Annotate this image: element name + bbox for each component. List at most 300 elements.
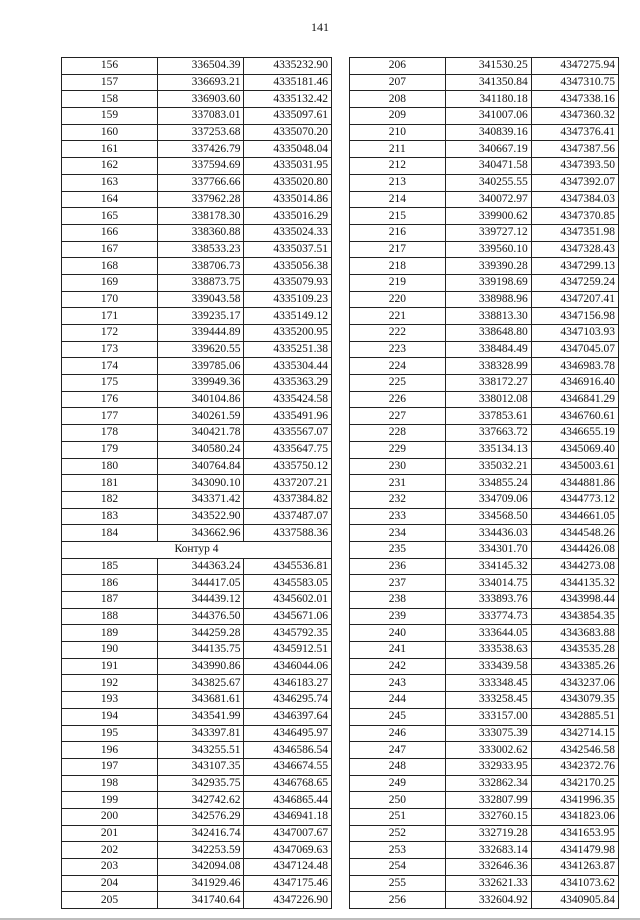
- table-row: [350, 325, 619, 342]
- table-row: [350, 241, 619, 258]
- x-coordinate-cell: 343371.42: [158, 491, 244, 508]
- y-coordinate-cell: 4343998.44: [531, 592, 618, 609]
- y-coordinate-cell: 4346841.29: [531, 391, 618, 408]
- table-row: [62, 108, 332, 125]
- contour-caption-row: [62, 541, 332, 558]
- point-number-cell: 233: [350, 508, 446, 525]
- x-coordinate-cell: 341180.18: [445, 91, 531, 108]
- x-coordinate-cell: 332621.33: [445, 875, 531, 892]
- table-row: [62, 708, 332, 725]
- table-row: [350, 642, 619, 659]
- table-row: [62, 892, 332, 909]
- point-number-cell: 249: [350, 775, 446, 792]
- y-coordinate-cell: 4341823.06: [531, 808, 618, 825]
- y-coordinate-cell: 4346674.55: [244, 758, 332, 775]
- point-number-cell: 192: [62, 675, 158, 692]
- x-coordinate-cell: 340104.86: [158, 391, 244, 408]
- point-number-cell: 191: [62, 658, 158, 675]
- y-coordinate-cell: 4347045.07: [531, 341, 618, 358]
- point-number-cell: 232: [350, 491, 446, 508]
- point-number-cell: 250: [350, 792, 446, 809]
- y-coordinate-cell: 4335079.93: [244, 274, 332, 291]
- point-number-cell: 190: [62, 642, 158, 659]
- point-number-cell: 216: [350, 224, 446, 241]
- point-number-cell: 203: [62, 859, 158, 876]
- y-coordinate-cell: 4346865.44: [244, 792, 332, 809]
- table-row: [62, 341, 332, 358]
- y-coordinate-cell: 4335097.61: [244, 108, 332, 125]
- y-coordinate-cell: 4345602.01: [244, 592, 332, 609]
- x-coordinate-cell: 333157.00: [445, 708, 531, 725]
- y-coordinate-cell: 4342372.76: [531, 758, 618, 775]
- point-number-cell: 206: [350, 58, 446, 75]
- y-coordinate-cell: 4344273.08: [531, 558, 618, 575]
- point-number-cell: 178: [62, 425, 158, 442]
- x-coordinate-cell: 337766.66: [158, 174, 244, 191]
- point-number-cell: 176: [62, 391, 158, 408]
- table-row: [350, 708, 619, 725]
- point-number-cell: 172: [62, 325, 158, 342]
- x-coordinate-cell: 337853.61: [445, 408, 531, 425]
- x-coordinate-cell: 339390.28: [445, 258, 531, 275]
- x-coordinate-cell: 338484.49: [445, 341, 531, 358]
- point-number-cell: 180: [62, 458, 158, 475]
- x-coordinate-cell: 344363.24: [158, 558, 244, 575]
- point-number-cell: 161: [62, 141, 158, 158]
- table-row: [62, 375, 332, 392]
- point-number-cell: 193: [62, 692, 158, 709]
- x-coordinate-cell: 343397.81: [158, 725, 244, 742]
- table-row: [62, 475, 332, 492]
- x-coordinate-cell: 343825.67: [158, 675, 244, 692]
- y-coordinate-cell: 4347175.46: [244, 875, 332, 892]
- table-row: [62, 174, 332, 191]
- x-coordinate-cell: 332760.15: [445, 808, 531, 825]
- point-number-cell: 235: [350, 541, 446, 558]
- point-number-cell: 185: [62, 558, 158, 575]
- point-number-cell: 163: [62, 174, 158, 191]
- point-number-cell: 195: [62, 725, 158, 742]
- y-coordinate-cell: 4337207.21: [244, 475, 332, 492]
- x-coordinate-cell: 338648.80: [445, 325, 531, 342]
- point-number-cell: 229: [350, 441, 446, 458]
- x-coordinate-cell: 337663.72: [445, 425, 531, 442]
- table-row: [350, 625, 619, 642]
- point-number-cell: 215: [350, 208, 446, 225]
- table-row: [350, 341, 619, 358]
- y-coordinate-cell: 4335016.29: [244, 208, 332, 225]
- y-coordinate-cell: 4347393.50: [531, 158, 618, 175]
- y-coordinate-cell: 4341996.35: [531, 792, 618, 809]
- x-coordinate-cell: 337083.01: [158, 108, 244, 125]
- x-coordinate-cell: 334709.06: [445, 491, 531, 508]
- x-coordinate-cell: 341740.64: [158, 892, 244, 909]
- x-coordinate-cell: 338360.88: [158, 224, 244, 241]
- y-coordinate-cell: 4344548.26: [531, 525, 618, 542]
- y-coordinate-cell: 4347007.67: [244, 825, 332, 842]
- x-coordinate-cell: 335134.13: [445, 441, 531, 458]
- coordinates-table-right: [349, 57, 619, 909]
- table-row: [350, 575, 619, 592]
- x-coordinate-cell: 339785.06: [158, 358, 244, 375]
- point-number-cell: 243: [350, 675, 446, 692]
- point-number-cell: 222: [350, 325, 446, 342]
- x-coordinate-cell: 338178.30: [158, 208, 244, 225]
- point-number-cell: 256: [350, 892, 446, 909]
- point-number-cell: 173: [62, 341, 158, 358]
- x-coordinate-cell: 339560.10: [445, 241, 531, 258]
- table-row: [62, 592, 332, 609]
- x-coordinate-cell: 332719.28: [445, 825, 531, 842]
- table-row: [62, 224, 332, 241]
- table-row: [62, 859, 332, 876]
- point-number-cell: 207: [350, 74, 446, 91]
- y-coordinate-cell: 4335647.75: [244, 441, 332, 458]
- point-number-cell: 214: [350, 191, 446, 208]
- table-row: [62, 258, 332, 275]
- y-coordinate-cell: 4347156.98: [531, 308, 618, 325]
- y-coordinate-cell: 4335567.07: [244, 425, 332, 442]
- page-number: 141: [311, 20, 329, 34]
- x-coordinate-cell: 343522.90: [158, 508, 244, 525]
- y-coordinate-cell: 4347392.07: [531, 174, 618, 191]
- table-row: [62, 124, 332, 141]
- point-number-cell: 210: [350, 124, 446, 141]
- y-coordinate-cell: 4343385.26: [531, 658, 618, 675]
- y-coordinate-cell: 4335181.46: [244, 74, 332, 91]
- table-row: [350, 825, 619, 842]
- x-coordinate-cell: 342094.08: [158, 859, 244, 876]
- table-row: [62, 208, 332, 225]
- table-row: [350, 91, 619, 108]
- x-coordinate-cell: 332604.92: [445, 892, 531, 909]
- point-number-cell: 186: [62, 575, 158, 592]
- table-row: [350, 208, 619, 225]
- x-coordinate-cell: 344439.12: [158, 592, 244, 609]
- y-coordinate-cell: 4337384.82: [244, 491, 332, 508]
- y-coordinate-cell: 4347387.56: [531, 141, 618, 158]
- y-coordinate-cell: 4346916.40: [531, 375, 618, 392]
- table-row: [62, 441, 332, 458]
- y-coordinate-cell: 4335200.95: [244, 325, 332, 342]
- x-coordinate-cell: 340261.59: [158, 408, 244, 425]
- y-coordinate-cell: 4344135.32: [531, 575, 618, 592]
- y-coordinate-cell: 4347103.93: [531, 325, 618, 342]
- point-number-cell: 157: [62, 74, 158, 91]
- y-coordinate-cell: 4345536.81: [244, 558, 332, 575]
- table-row: [350, 692, 619, 709]
- table-row: [350, 375, 619, 392]
- y-coordinate-cell: 4347124.48: [244, 859, 332, 876]
- point-number-cell: 223: [350, 341, 446, 358]
- point-number-cell: 158: [62, 91, 158, 108]
- x-coordinate-cell: 339900.62: [445, 208, 531, 225]
- table-row: [350, 441, 619, 458]
- table-row: [350, 108, 619, 125]
- table-row: [350, 742, 619, 759]
- x-coordinate-cell: 333774.73: [445, 608, 531, 625]
- point-number-cell: 212: [350, 158, 446, 175]
- x-coordinate-cell: 340421.78: [158, 425, 244, 442]
- y-coordinate-cell: 4347226.90: [244, 892, 332, 909]
- x-coordinate-cell: 334014.75: [445, 575, 531, 592]
- point-number-cell: 199: [62, 792, 158, 809]
- table-row: [62, 458, 332, 475]
- point-number-cell: 248: [350, 758, 446, 775]
- x-coordinate-cell: 338533.23: [158, 241, 244, 258]
- point-number-cell: 168: [62, 258, 158, 275]
- y-coordinate-cell: 4347299.13: [531, 258, 618, 275]
- table-row: [62, 675, 332, 692]
- y-coordinate-cell: 4347351.98: [531, 224, 618, 241]
- table-row: [350, 508, 619, 525]
- x-coordinate-cell: 341929.46: [158, 875, 244, 892]
- point-number-cell: 240: [350, 625, 446, 642]
- point-number-cell: 204: [62, 875, 158, 892]
- table-row: [62, 575, 332, 592]
- y-coordinate-cell: 4335037.51: [244, 241, 332, 258]
- point-number-cell: 252: [350, 825, 446, 842]
- x-coordinate-cell: 344376.50: [158, 608, 244, 625]
- table-row: [62, 642, 332, 659]
- x-coordinate-cell: 339043.58: [158, 291, 244, 308]
- y-coordinate-cell: 4335014.86: [244, 191, 332, 208]
- x-coordinate-cell: 339727.12: [445, 224, 531, 241]
- point-number-cell: 159: [62, 108, 158, 125]
- point-number-cell: 224: [350, 358, 446, 375]
- x-coordinate-cell: 338813.30: [445, 308, 531, 325]
- x-coordinate-cell: 334568.50: [445, 508, 531, 525]
- x-coordinate-cell: 339444.89: [158, 325, 244, 342]
- y-coordinate-cell: 4335048.04: [244, 141, 332, 158]
- y-coordinate-cell: 4346183.27: [244, 675, 332, 692]
- table-row: [62, 408, 332, 425]
- table-row: [350, 358, 619, 375]
- table-row: [62, 808, 332, 825]
- x-coordinate-cell: 342416.74: [158, 825, 244, 842]
- point-number-cell: 230: [350, 458, 446, 475]
- x-coordinate-cell: 333893.76: [445, 592, 531, 609]
- point-number-cell: 225: [350, 375, 446, 392]
- table-row: [62, 842, 332, 859]
- x-coordinate-cell: 338873.75: [158, 274, 244, 291]
- table-row: [350, 58, 619, 75]
- y-coordinate-cell: 4335149.12: [244, 308, 332, 325]
- table-row: [350, 758, 619, 775]
- point-number-cell: 234: [350, 525, 446, 542]
- y-coordinate-cell: 4335031.95: [244, 158, 332, 175]
- table-row: [350, 592, 619, 609]
- y-coordinate-cell: 4345792.35: [244, 625, 332, 642]
- point-number-cell: 184: [62, 525, 158, 542]
- y-coordinate-cell: 4335132.42: [244, 91, 332, 108]
- table-row: [62, 141, 332, 158]
- point-number-cell: 245: [350, 708, 446, 725]
- y-coordinate-cell: 4335251.38: [244, 341, 332, 358]
- x-coordinate-cell: 343255.51: [158, 742, 244, 759]
- point-number-cell: 202: [62, 842, 158, 859]
- table-row: [62, 825, 332, 842]
- x-coordinate-cell: 338172.27: [445, 375, 531, 392]
- point-number-cell: 194: [62, 708, 158, 725]
- x-coordinate-cell: 339235.17: [158, 308, 244, 325]
- y-coordinate-cell: 4335304.44: [244, 358, 332, 375]
- table-row: [350, 224, 619, 241]
- x-coordinate-cell: 340072.97: [445, 191, 531, 208]
- table-row: [350, 525, 619, 542]
- point-number-cell: 200: [62, 808, 158, 825]
- x-coordinate-cell: 333348.45: [445, 675, 531, 692]
- point-number-cell: 162: [62, 158, 158, 175]
- y-coordinate-cell: 4347275.94: [531, 58, 618, 75]
- table-row: [350, 608, 619, 625]
- point-number-cell: 247: [350, 742, 446, 759]
- point-number-cell: 239: [350, 608, 446, 625]
- table-row: [62, 274, 332, 291]
- y-coordinate-cell: 4344661.05: [531, 508, 618, 525]
- y-coordinate-cell: 4346655.19: [531, 425, 618, 442]
- y-coordinate-cell: 4347259.24: [531, 274, 618, 291]
- y-coordinate-cell: 4344773.12: [531, 491, 618, 508]
- x-coordinate-cell: 341530.25: [445, 58, 531, 75]
- table-row: [62, 625, 332, 642]
- table-row: [62, 608, 332, 625]
- table-row: [350, 808, 619, 825]
- x-coordinate-cell: 338012.08: [445, 391, 531, 408]
- table-row: [62, 758, 332, 775]
- x-coordinate-cell: 333075.39: [445, 725, 531, 742]
- point-number-cell: 197: [62, 758, 158, 775]
- point-number-cell: 227: [350, 408, 446, 425]
- table-row: [62, 491, 332, 508]
- x-coordinate-cell: 334436.03: [445, 525, 531, 542]
- table-row: [350, 892, 619, 909]
- table-row: [350, 74, 619, 91]
- point-number-cell: 238: [350, 592, 446, 609]
- y-coordinate-cell: 4337588.36: [244, 525, 332, 542]
- y-coordinate-cell: 4335070.20: [244, 124, 332, 141]
- y-coordinate-cell: 4341073.62: [531, 875, 618, 892]
- point-number-cell: 183: [62, 508, 158, 525]
- y-coordinate-cell: 4343535.28: [531, 642, 618, 659]
- y-coordinate-cell: 4346586.54: [244, 742, 332, 759]
- x-coordinate-cell: 343541.99: [158, 708, 244, 725]
- table-row: [62, 775, 332, 792]
- point-number-cell: 218: [350, 258, 446, 275]
- contour-caption: Контур 4: [62, 541, 332, 558]
- table-row: [62, 91, 332, 108]
- y-coordinate-cell: 4344881.86: [531, 475, 618, 492]
- x-coordinate-cell: 343681.61: [158, 692, 244, 709]
- y-coordinate-cell: 4347384.03: [531, 191, 618, 208]
- table-row: [62, 525, 332, 542]
- table-row: [350, 842, 619, 859]
- y-coordinate-cell: 4335491.96: [244, 408, 332, 425]
- table-row: [350, 475, 619, 492]
- x-coordinate-cell: 336504.39: [158, 58, 244, 75]
- table-row: [62, 291, 332, 308]
- coordinates-table-left: [61, 57, 332, 909]
- table-row: [62, 358, 332, 375]
- x-coordinate-cell: 342253.59: [158, 842, 244, 859]
- point-number-cell: 201: [62, 825, 158, 842]
- table-row: [350, 491, 619, 508]
- y-coordinate-cell: 4335232.90: [244, 58, 332, 75]
- x-coordinate-cell: 340764.84: [158, 458, 244, 475]
- x-coordinate-cell: 342742.62: [158, 792, 244, 809]
- x-coordinate-cell: 333258.45: [445, 692, 531, 709]
- y-coordinate-cell: 4345003.61: [531, 458, 618, 475]
- table-row: [350, 792, 619, 809]
- table-row: [62, 508, 332, 525]
- point-number-cell: 236: [350, 558, 446, 575]
- table-row: [62, 875, 332, 892]
- point-number-cell: 205: [62, 892, 158, 909]
- table-row: [350, 859, 619, 876]
- y-coordinate-cell: 4335424.58: [244, 391, 332, 408]
- point-number-cell: 188: [62, 608, 158, 625]
- y-coordinate-cell: 4341479.98: [531, 842, 618, 859]
- y-coordinate-cell: 4347360.32: [531, 108, 618, 125]
- table-row: [62, 58, 332, 75]
- y-coordinate-cell: 4343854.35: [531, 608, 618, 625]
- point-number-cell: 209: [350, 108, 446, 125]
- point-number-cell: 166: [62, 224, 158, 241]
- y-coordinate-cell: 4342170.25: [531, 775, 618, 792]
- x-coordinate-cell: 340667.19: [445, 141, 531, 158]
- point-number-cell: 189: [62, 625, 158, 642]
- y-coordinate-cell: 4345069.40: [531, 441, 618, 458]
- table-row: [350, 174, 619, 191]
- y-coordinate-cell: 4335750.12: [244, 458, 332, 475]
- y-coordinate-cell: 4343079.35: [531, 692, 618, 709]
- table-row: [350, 258, 619, 275]
- table-row: [62, 308, 332, 325]
- y-coordinate-cell: 4345912.51: [244, 642, 332, 659]
- point-number-cell: 253: [350, 842, 446, 859]
- y-coordinate-cell: 4346295.74: [244, 692, 332, 709]
- y-coordinate-cell: 4342546.58: [531, 742, 618, 759]
- table-row: [350, 775, 619, 792]
- x-coordinate-cell: 343990.86: [158, 658, 244, 675]
- x-coordinate-cell: 342576.29: [158, 808, 244, 825]
- point-number-cell: 251: [350, 808, 446, 825]
- x-coordinate-cell: 339620.55: [158, 341, 244, 358]
- table-row: [350, 725, 619, 742]
- point-number-cell: 170: [62, 291, 158, 308]
- table-row: [62, 725, 332, 742]
- x-coordinate-cell: 344417.05: [158, 575, 244, 592]
- point-number-cell: 211: [350, 141, 446, 158]
- y-coordinate-cell: 4341653.95: [531, 825, 618, 842]
- x-coordinate-cell: 339198.69: [445, 274, 531, 291]
- point-number-cell: 182: [62, 491, 158, 508]
- x-coordinate-cell: 344135.75: [158, 642, 244, 659]
- point-number-cell: 165: [62, 208, 158, 225]
- table-row: [62, 191, 332, 208]
- y-coordinate-cell: 4335020.80: [244, 174, 332, 191]
- y-coordinate-cell: 4347370.85: [531, 208, 618, 225]
- x-coordinate-cell: 342935.75: [158, 775, 244, 792]
- x-coordinate-cell: 336903.60: [158, 91, 244, 108]
- table-row: [350, 425, 619, 442]
- point-number-cell: 196: [62, 742, 158, 759]
- y-coordinate-cell: 4347069.63: [244, 842, 332, 859]
- x-coordinate-cell: 332862.34: [445, 775, 531, 792]
- point-number-cell: 177: [62, 408, 158, 425]
- x-coordinate-cell: 337962.28: [158, 191, 244, 208]
- x-coordinate-cell: 338988.96: [445, 291, 531, 308]
